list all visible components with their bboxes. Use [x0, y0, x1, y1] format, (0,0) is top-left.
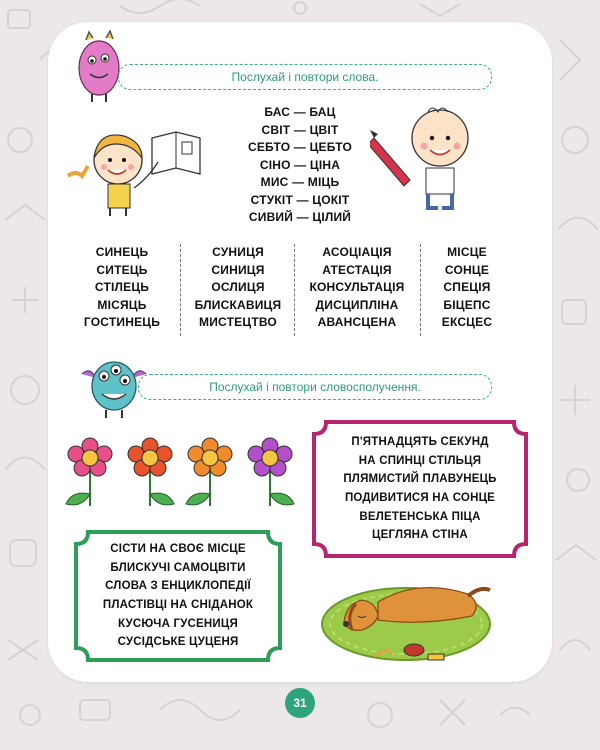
word-pair: СТУКІТ — ЦОКІТ [250, 192, 350, 207]
word-pair: БАС — БАЦ [264, 105, 336, 119]
phrase-box-right [310, 418, 530, 560]
word: СИТЕЦЬ [96, 262, 148, 277]
word-column-2 [184, 244, 292, 332]
phrase: СУСІДСЬКЕ ЦУЦЕНЯ [117, 636, 239, 649]
word: МИСТЕЦТВО [199, 315, 277, 330]
word: МІСЯЦЬ [97, 297, 147, 312]
phrase: КУСЮЧА ГУСЕНИЦЯ [118, 617, 238, 630]
word: ДИСЦИПЛІНА [315, 297, 399, 312]
flower-icon [248, 438, 294, 506]
flowers-illustration [64, 432, 304, 516]
word: АТЕСТАЦІЯ [322, 262, 392, 277]
phrase: СЛОВА З ЕНЦИКЛОПЕДІЇ [105, 580, 251, 593]
instruction-words: Послухай і повтори слова. [118, 64, 492, 90]
page-number: 31 [285, 688, 315, 718]
word-column-3 [296, 244, 418, 332]
word-column-1 [64, 244, 180, 332]
word: СИНЕЦЬ [95, 245, 149, 259]
word: МІСЦЕ [447, 245, 487, 259]
boy-with-pencil-icon [370, 102, 480, 218]
word-pair: СИВИЙ — ЦІЛИЙ [248, 210, 352, 224]
word: СУНИЦЯ [212, 245, 264, 259]
word: КОНСУЛЬТАЦІЯ [309, 280, 405, 295]
girl-with-book-icon [64, 118, 204, 218]
instruction-phrases: Послухай і повтори словосполучення. [138, 374, 492, 400]
word-pair: СІНО — ЦІНА [259, 157, 341, 172]
word: БІЦЕПС [443, 297, 491, 312]
flower-icon [66, 438, 112, 506]
word: СИНИЦЯ [211, 262, 265, 277]
word-pair: СВІТ — ЦВІТ [261, 122, 339, 137]
word: ОСЛИЦЯ [211, 280, 265, 295]
phrase: ПЛЯМИСТИЙ ПЛАВУНЕЦЬ [343, 473, 497, 486]
phrase: НА СПИНЦІ СТІЛЬЦЯ [358, 454, 482, 467]
phrase: ПЛАСТІВЦІ НА СНІДАНОК [102, 599, 254, 611]
word: СОНЦЕ [444, 262, 490, 277]
flower-icon [186, 438, 232, 506]
word: АВАНСЦЕНА [317, 315, 397, 330]
phrase: ВЕЛЕТЕНСЬКА ПІЦА [359, 510, 481, 523]
phrase: П'ЯТНАДЦЯТЬ СЕКУНД [351, 436, 489, 449]
column-divider [180, 244, 181, 336]
word-pair: МИС — МІЦЬ [260, 175, 340, 189]
column-divider [420, 244, 421, 336]
flower-icon [128, 438, 174, 506]
word: СПЕЦІЯ [443, 280, 491, 295]
word-column-4 [424, 244, 510, 332]
word: АСОЦІАЦІЯ [322, 245, 392, 259]
word-pairs-list [230, 104, 370, 227]
phrase: БЛИСКУЧІ САМОЦВІТИ [110, 561, 246, 574]
phrase-box-left [72, 528, 284, 664]
word: БЛИСКАВИЦЯ [194, 297, 282, 312]
pink-monster-icon [76, 30, 122, 106]
phrase: СІСТИ НА СВОЄ МІСЦЕ [110, 543, 246, 556]
word: ЕКСЦЕС [441, 315, 493, 330]
word-pair: СЕБТО — ЦЕБТО [247, 140, 353, 154]
phrase: ЦЕГЛЯНА СТІНА [372, 529, 468, 542]
word: СТІЛЕЦЬ [94, 280, 150, 295]
phrase: ПОДИВИТИСЯ НА СОНЦЕ [344, 492, 496, 504]
word: ГОСТИНЕЦЬ [83, 315, 161, 330]
column-divider [294, 244, 295, 336]
sleeping-dog-icon [318, 566, 498, 670]
